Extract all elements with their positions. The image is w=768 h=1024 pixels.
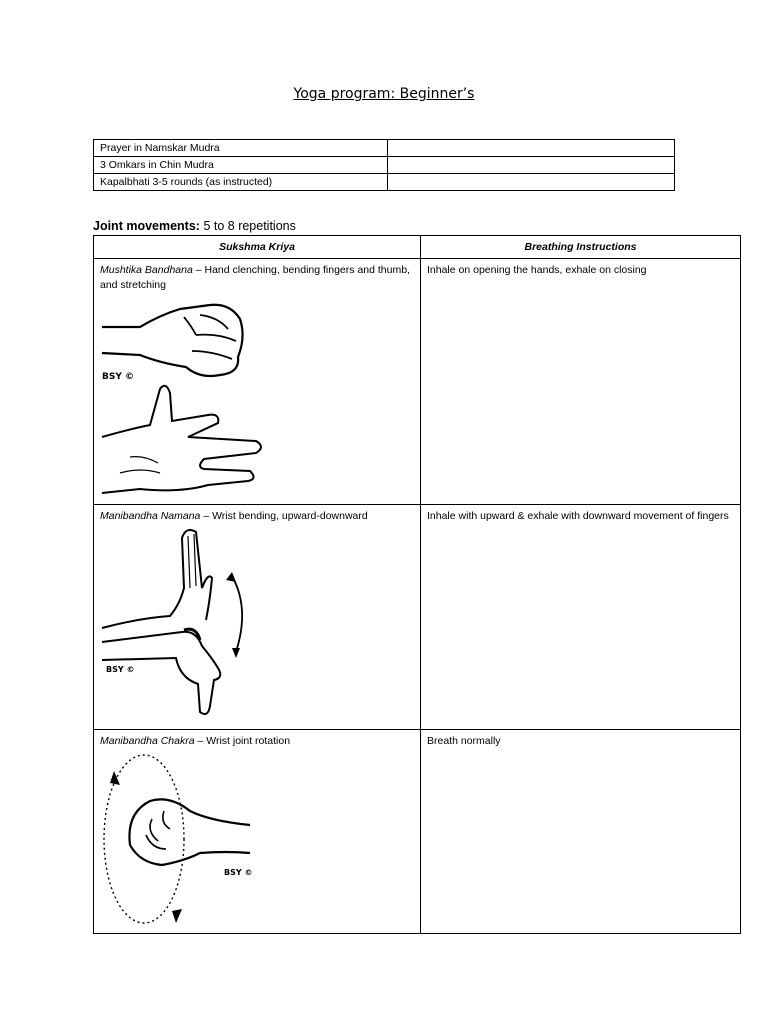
table-row (94, 140, 675, 157)
table-row (94, 174, 675, 191)
exercise-cell (94, 505, 421, 730)
opening-table (93, 139, 675, 191)
table-cell: Prayer in Namskar Mudra (94, 140, 388, 157)
breathing-cell: Breath normally (421, 730, 741, 934)
breathing-cell: Inhale with upward & exhale with downward movement of fingers (421, 505, 741, 730)
fist-hand-illustration (100, 297, 270, 497)
table-row (94, 730, 741, 934)
breathing-cell: Inhale on opening the hands, exhale on closing (421, 259, 741, 505)
exercise-name: Manibandha Namana (100, 510, 201, 522)
wrist-bending-illustration (100, 528, 260, 718)
exercise-name: Mushtika Bandhana (100, 264, 193, 276)
section-heading-rest: 5 to 8 repetitions (199, 219, 296, 233)
exercise-description (100, 509, 414, 524)
column-header-sukshma-kriya: Sukshma Kriya (94, 236, 421, 259)
watermark-text: BSY © (102, 372, 134, 382)
exercise-desc: – Hand clenching, bending fingers and thumb, and stretching (100, 264, 410, 291)
exercise-desc: – Wrist bending, upward-downward (200, 510, 368, 522)
section-heading-bold: Joint movements: (93, 219, 200, 233)
wrist-rotation-illustration (100, 753, 260, 933)
column-header-breathing: Breathing Instructions (421, 236, 741, 259)
table-cell (388, 140, 675, 157)
page-title: Yoga program: Beginner’s (293, 86, 475, 102)
table-row (94, 157, 675, 174)
table-header-row (94, 236, 741, 259)
table-row (94, 505, 741, 730)
exercise-description (100, 734, 414, 749)
section-heading (93, 219, 296, 233)
table-cell: Kapalbhati 3-5 rounds (as instructed) (94, 174, 388, 191)
table-cell: 3 Omkars in Chin Mudra (94, 157, 388, 174)
watermark-text: BSY © (106, 665, 135, 674)
table-cell (388, 157, 675, 174)
exercise-name: Manibandha Chakra (100, 735, 195, 747)
table-cell (388, 174, 675, 191)
exercise-desc: – Wrist joint rotation (194, 735, 291, 747)
exercise-cell (94, 259, 421, 505)
exercise-cell (94, 730, 421, 934)
watermark-text: BSY © (224, 868, 253, 877)
joint-movements-table (93, 235, 741, 934)
exercise-description (100, 263, 414, 293)
table-row (94, 259, 741, 505)
